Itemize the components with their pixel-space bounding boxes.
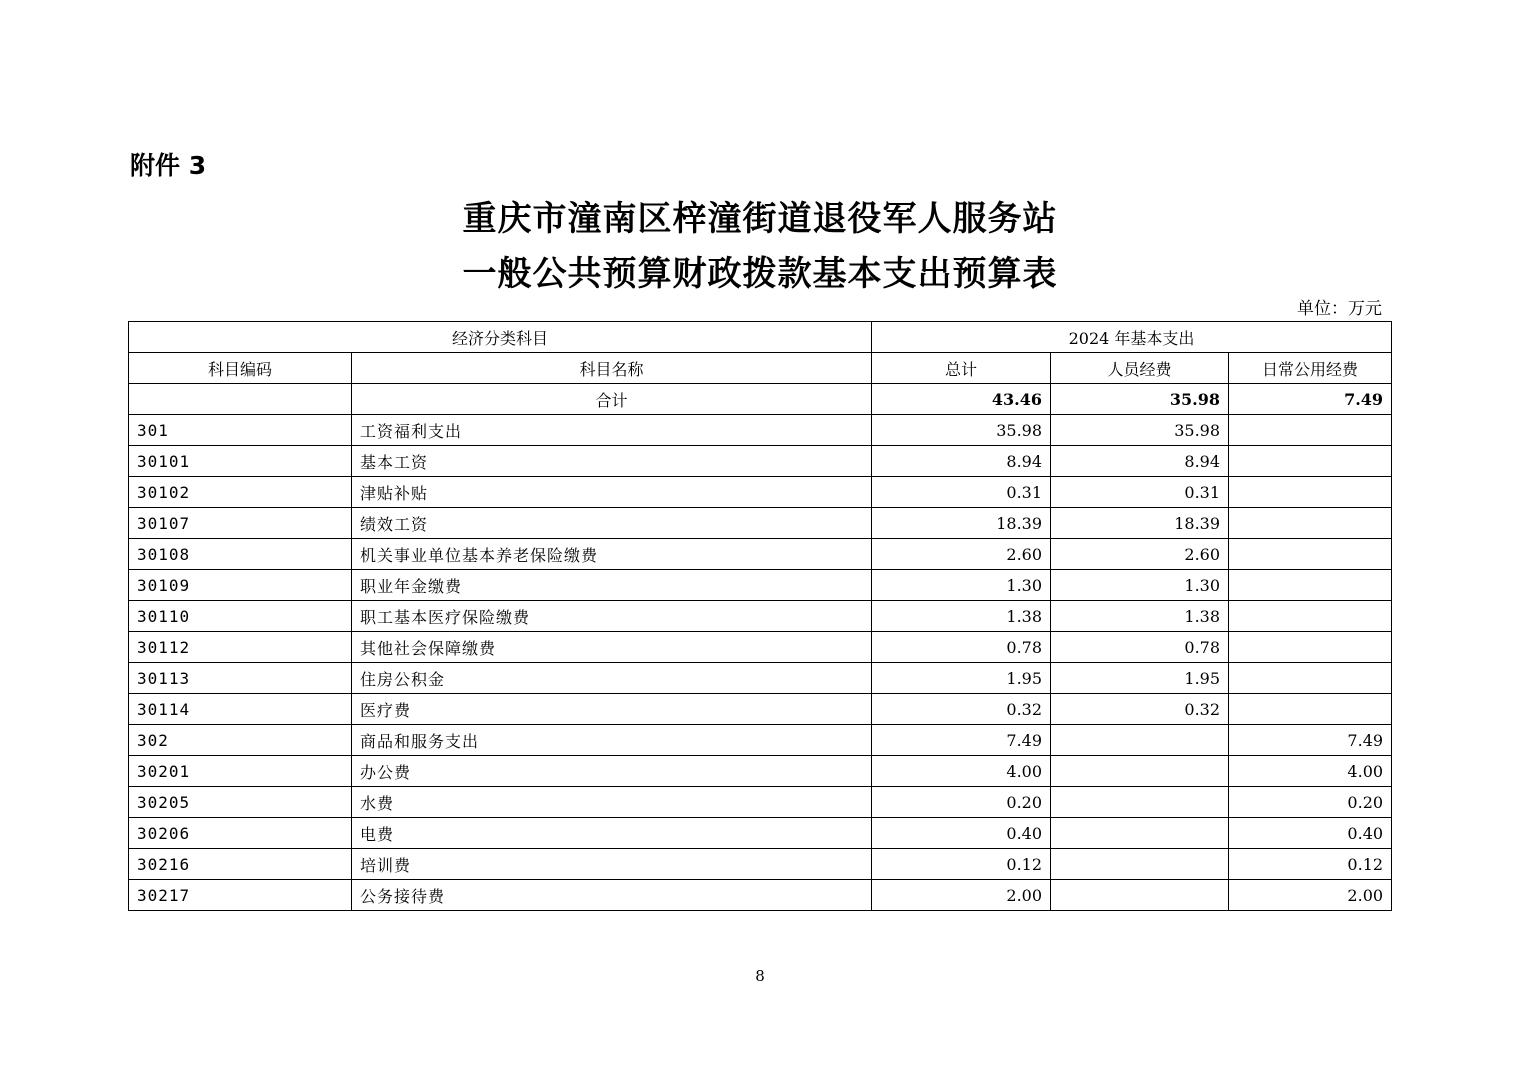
row-public bbox=[1229, 694, 1392, 725]
row-personnel: 0.31 bbox=[1051, 477, 1229, 508]
row-public bbox=[1229, 570, 1392, 601]
row-total: 7.49 bbox=[872, 725, 1051, 756]
total-row-total: 43.46 bbox=[872, 384, 1051, 415]
row-name: 基本工资 bbox=[352, 446, 872, 477]
col-header-public: 日常公用经费 bbox=[1229, 353, 1392, 384]
row-total: 0.12 bbox=[872, 849, 1051, 880]
table-row bbox=[129, 787, 1392, 818]
row-personnel: 35.98 bbox=[1051, 415, 1229, 446]
row-code: 30108 bbox=[129, 539, 352, 570]
row-public: 7.49 bbox=[1229, 725, 1392, 756]
table-row bbox=[129, 663, 1392, 694]
row-code: 302 bbox=[129, 725, 352, 756]
table-row bbox=[129, 570, 1392, 601]
row-code: 30216 bbox=[129, 849, 352, 880]
row-name: 工资福利支出 bbox=[352, 415, 872, 446]
row-code: 30206 bbox=[129, 818, 352, 849]
table-row bbox=[129, 508, 1392, 539]
row-code: 301 bbox=[129, 415, 352, 446]
row-personnel bbox=[1051, 787, 1229, 818]
row-name: 医疗费 bbox=[352, 694, 872, 725]
row-name: 住房公积金 bbox=[352, 663, 872, 694]
page-number: 8 bbox=[755, 967, 765, 985]
table-row bbox=[129, 539, 1392, 570]
total-row bbox=[129, 384, 1392, 415]
row-code: 30101 bbox=[129, 446, 352, 477]
row-total: 0.78 bbox=[872, 632, 1051, 663]
attachment-label: 附件 3 bbox=[130, 151, 207, 180]
econ-classification-header: 经济分类科目 bbox=[129, 322, 872, 353]
document-title-line2: 一般公共预算财政拨款基本支出预算表 bbox=[462, 254, 1058, 294]
total-row-public: 7.49 bbox=[1229, 384, 1392, 415]
total-row-label: 合计 bbox=[352, 384, 872, 415]
table-row bbox=[129, 415, 1392, 446]
row-name: 电费 bbox=[352, 818, 872, 849]
row-code: 30112 bbox=[129, 632, 352, 663]
row-name: 公务接待费 bbox=[352, 880, 872, 911]
group-header-row bbox=[129, 322, 1392, 353]
row-name: 职业年金缴费 bbox=[352, 570, 872, 601]
row-name: 水费 bbox=[352, 787, 872, 818]
row-code: 30110 bbox=[129, 601, 352, 632]
col-header-name: 科目名称 bbox=[352, 353, 872, 384]
row-total: 8.94 bbox=[872, 446, 1051, 477]
table-row bbox=[129, 601, 1392, 632]
row-name: 机关事业单位基本养老保险缴费 bbox=[352, 539, 872, 570]
row-public: 4.00 bbox=[1229, 756, 1392, 787]
row-public: 2.00 bbox=[1229, 880, 1392, 911]
row-personnel: 0.32 bbox=[1051, 694, 1229, 725]
row-personnel bbox=[1051, 849, 1229, 880]
row-total: 0.32 bbox=[872, 694, 1051, 725]
table-row bbox=[129, 818, 1392, 849]
table-row bbox=[129, 725, 1392, 756]
col-header-code: 科目编码 bbox=[129, 353, 352, 384]
row-name: 培训费 bbox=[352, 849, 872, 880]
budget-table bbox=[128, 321, 1392, 911]
row-total: 18.39 bbox=[872, 508, 1051, 539]
row-total: 1.95 bbox=[872, 663, 1051, 694]
row-public bbox=[1229, 415, 1392, 446]
column-header-row bbox=[129, 353, 1392, 384]
row-code: 30201 bbox=[129, 756, 352, 787]
row-personnel bbox=[1051, 756, 1229, 787]
row-name: 职工基本医疗保险缴费 bbox=[352, 601, 872, 632]
row-code: 30102 bbox=[129, 477, 352, 508]
row-personnel: 8.94 bbox=[1051, 446, 1229, 477]
total-row-personnel: 35.98 bbox=[1051, 384, 1229, 415]
unit-label: 单位：万元 bbox=[1297, 299, 1382, 319]
col-header-total: 总计 bbox=[872, 353, 1051, 384]
table-row bbox=[129, 694, 1392, 725]
table-row bbox=[129, 477, 1392, 508]
row-public bbox=[1229, 663, 1392, 694]
basic-expenditure-header: 2024 年基本支出 bbox=[872, 322, 1392, 353]
document-title-line1: 重庆市潼南区梓潼街道退役军人服务站 bbox=[462, 199, 1058, 239]
row-code: 30205 bbox=[129, 787, 352, 818]
row-public bbox=[1229, 539, 1392, 570]
row-name: 绩效工资 bbox=[352, 508, 872, 539]
row-total: 4.00 bbox=[872, 756, 1051, 787]
row-public: 0.20 bbox=[1229, 787, 1392, 818]
row-name: 津贴补贴 bbox=[352, 477, 872, 508]
table-row bbox=[129, 849, 1392, 880]
row-personnel bbox=[1051, 880, 1229, 911]
table-row bbox=[129, 632, 1392, 663]
row-personnel: 0.78 bbox=[1051, 632, 1229, 663]
col-header-personnel: 人员经费 bbox=[1051, 353, 1229, 384]
total-row-code bbox=[129, 384, 352, 415]
row-name: 其他社会保障缴费 bbox=[352, 632, 872, 663]
row-total: 2.60 bbox=[872, 539, 1051, 570]
row-code: 30113 bbox=[129, 663, 352, 694]
row-code: 30114 bbox=[129, 694, 352, 725]
row-total: 2.00 bbox=[872, 880, 1051, 911]
row-public bbox=[1229, 446, 1392, 477]
row-public bbox=[1229, 508, 1392, 539]
row-personnel bbox=[1051, 818, 1229, 849]
row-name: 办公费 bbox=[352, 756, 872, 787]
row-name: 商品和服务支出 bbox=[352, 725, 872, 756]
row-personnel: 1.38 bbox=[1051, 601, 1229, 632]
row-code: 30107 bbox=[129, 508, 352, 539]
row-public bbox=[1229, 477, 1392, 508]
row-code: 30109 bbox=[129, 570, 352, 601]
row-code: 30217 bbox=[129, 880, 352, 911]
row-personnel: 18.39 bbox=[1051, 508, 1229, 539]
table-row bbox=[129, 880, 1392, 911]
row-personnel: 1.30 bbox=[1051, 570, 1229, 601]
row-total: 0.20 bbox=[872, 787, 1051, 818]
table-row bbox=[129, 446, 1392, 477]
row-total: 0.31 bbox=[872, 477, 1051, 508]
row-total: 1.30 bbox=[872, 570, 1051, 601]
table-row bbox=[129, 756, 1392, 787]
row-personnel bbox=[1051, 725, 1229, 756]
row-public: 0.40 bbox=[1229, 818, 1392, 849]
row-total: 35.98 bbox=[872, 415, 1051, 446]
row-public bbox=[1229, 601, 1392, 632]
row-public bbox=[1229, 632, 1392, 663]
row-total: 0.40 bbox=[872, 818, 1051, 849]
row-personnel: 1.95 bbox=[1051, 663, 1229, 694]
row-total: 1.38 bbox=[872, 601, 1051, 632]
row-personnel: 2.60 bbox=[1051, 539, 1229, 570]
row-public: 0.12 bbox=[1229, 849, 1392, 880]
